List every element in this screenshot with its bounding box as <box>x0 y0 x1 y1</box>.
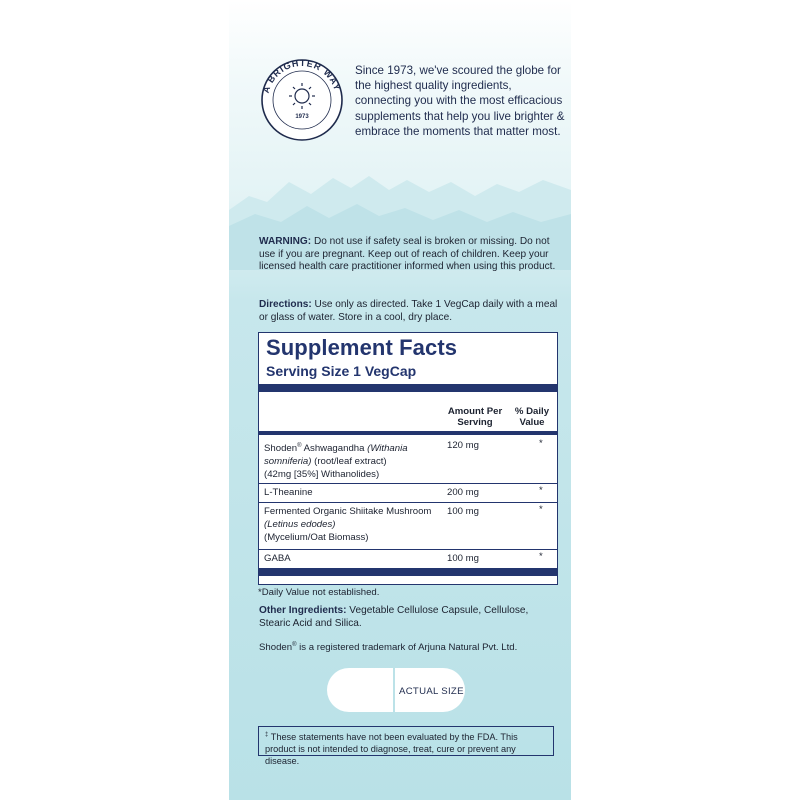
ingredient-dv: * <box>539 485 543 496</box>
trademark-notice <box>259 642 517 653</box>
ingredient-amount: 200 mg <box>447 487 479 498</box>
ingredient-dv: * <box>539 551 543 562</box>
amount-header-line1: Amount Per <box>447 406 503 417</box>
ingredient-amount: 100 mg <box>447 553 479 564</box>
fda-disclaimer <box>258 726 554 767</box>
ingredient-source: (Mycelium/Oat Biomass) <box>264 531 369 543</box>
daily-value-header <box>508 406 556 428</box>
dv-header-line1: % Daily <box>514 406 550 417</box>
ingredient-dv: * <box>539 504 543 515</box>
other-ingredients-label: Other Ingredients: <box>259 605 347 616</box>
ingredient-shiitake <box>264 506 439 544</box>
row-divider <box>259 483 557 484</box>
supplement-facts-panel <box>258 332 558 585</box>
ingredient-part: (root/leaf extract) <box>311 455 387 467</box>
capsule-left-half <box>327 668 393 712</box>
ingredient-standardization: (42mg [35%] Withanolides) <box>264 468 380 480</box>
seal-arc-text: A BRIGHTER WAY <box>260 58 343 95</box>
facts-bottom-divider <box>259 568 557 576</box>
seal-year: 1973 <box>295 114 309 120</box>
dagger-mark: ‡ <box>265 732 269 738</box>
ingredient-latin-cont: somniferia) <box>264 455 312 467</box>
ingredient-name-cont: Ashwagandha <box>301 443 368 455</box>
other-ingredients <box>259 605 559 630</box>
ingredient-name: Shoden <box>264 443 298 455</box>
row-divider <box>259 502 557 503</box>
ingredient-l-theanine: L-Theanine <box>264 487 313 498</box>
ingredient-latin: (Withania <box>367 443 408 455</box>
registered-mark: ® <box>292 642 297 648</box>
directions-paragraph <box>259 299 559 324</box>
dv-header-line2: Value <box>519 417 545 428</box>
registered-mark: ® <box>297 443 302 449</box>
directions-text: Use only as directed. Take 1 VegCap daily with a meal or glass of water. Store in a cool, dry place. <box>259 299 558 323</box>
fda-disclaimer-text: These statements have not been evaluated by the FDA. This product is not intended to diagnose, treat, cure or prevent any disease. <box>265 732 518 767</box>
actual-size-label: ACTUAL SIZE <box>399 686 464 697</box>
brand-intro-text: Since 1973, we've scoured the globe for the highest quality ingredients, connecting you with the most efficacious supplements that help you live brighter & embrace the moments that matter most. <box>355 64 565 138</box>
row-divider <box>259 549 557 550</box>
ingredient-amount: 120 mg <box>447 440 479 451</box>
ingredient-name: Fermented Organic Shiitake Mushroom <box>264 506 432 517</box>
amount-header-line2: Serving <box>457 417 493 428</box>
trademark-brand: Shoden <box>259 642 293 654</box>
warning-text: Do not use if safety seal is broken or missing. Do not use if you are pregnant. Keep out of reach of children. Keep your licensed health care practitioner informed when using this product. <box>259 236 556 273</box>
facts-thick-divider <box>259 384 557 392</box>
ingredient-dv: * <box>539 438 543 449</box>
ingredient-gaba: GABA <box>264 553 291 564</box>
ingredient-ashwagandha <box>264 440 439 482</box>
directions-label: Directions: <box>259 299 312 310</box>
a-brighter-way-seal-logo <box>260 58 344 142</box>
amount-per-serving-header <box>440 406 510 428</box>
facts-medium-divider <box>259 431 557 435</box>
ingredient-latin: (Letinus edodes) <box>264 518 336 530</box>
daily-value-footnote: *Daily Value not established. <box>258 587 380 598</box>
ingredient-amount: 100 mg <box>447 506 479 517</box>
warning-paragraph <box>259 236 559 274</box>
product-box-panel <box>229 0 571 800</box>
trademark-text: is a registered trademark of Arjuna Natural Pvt. Ltd. <box>296 642 518 654</box>
serving-size: Serving Size 1 VegCap <box>266 363 417 379</box>
facts-title: Supplement Facts <box>266 335 458 360</box>
warning-label: WARNING: <box>259 236 312 247</box>
other-ingredients-text: Vegetable Cellulose Capsule, Cellulose, Stearic Acid and Silica. <box>259 605 529 629</box>
